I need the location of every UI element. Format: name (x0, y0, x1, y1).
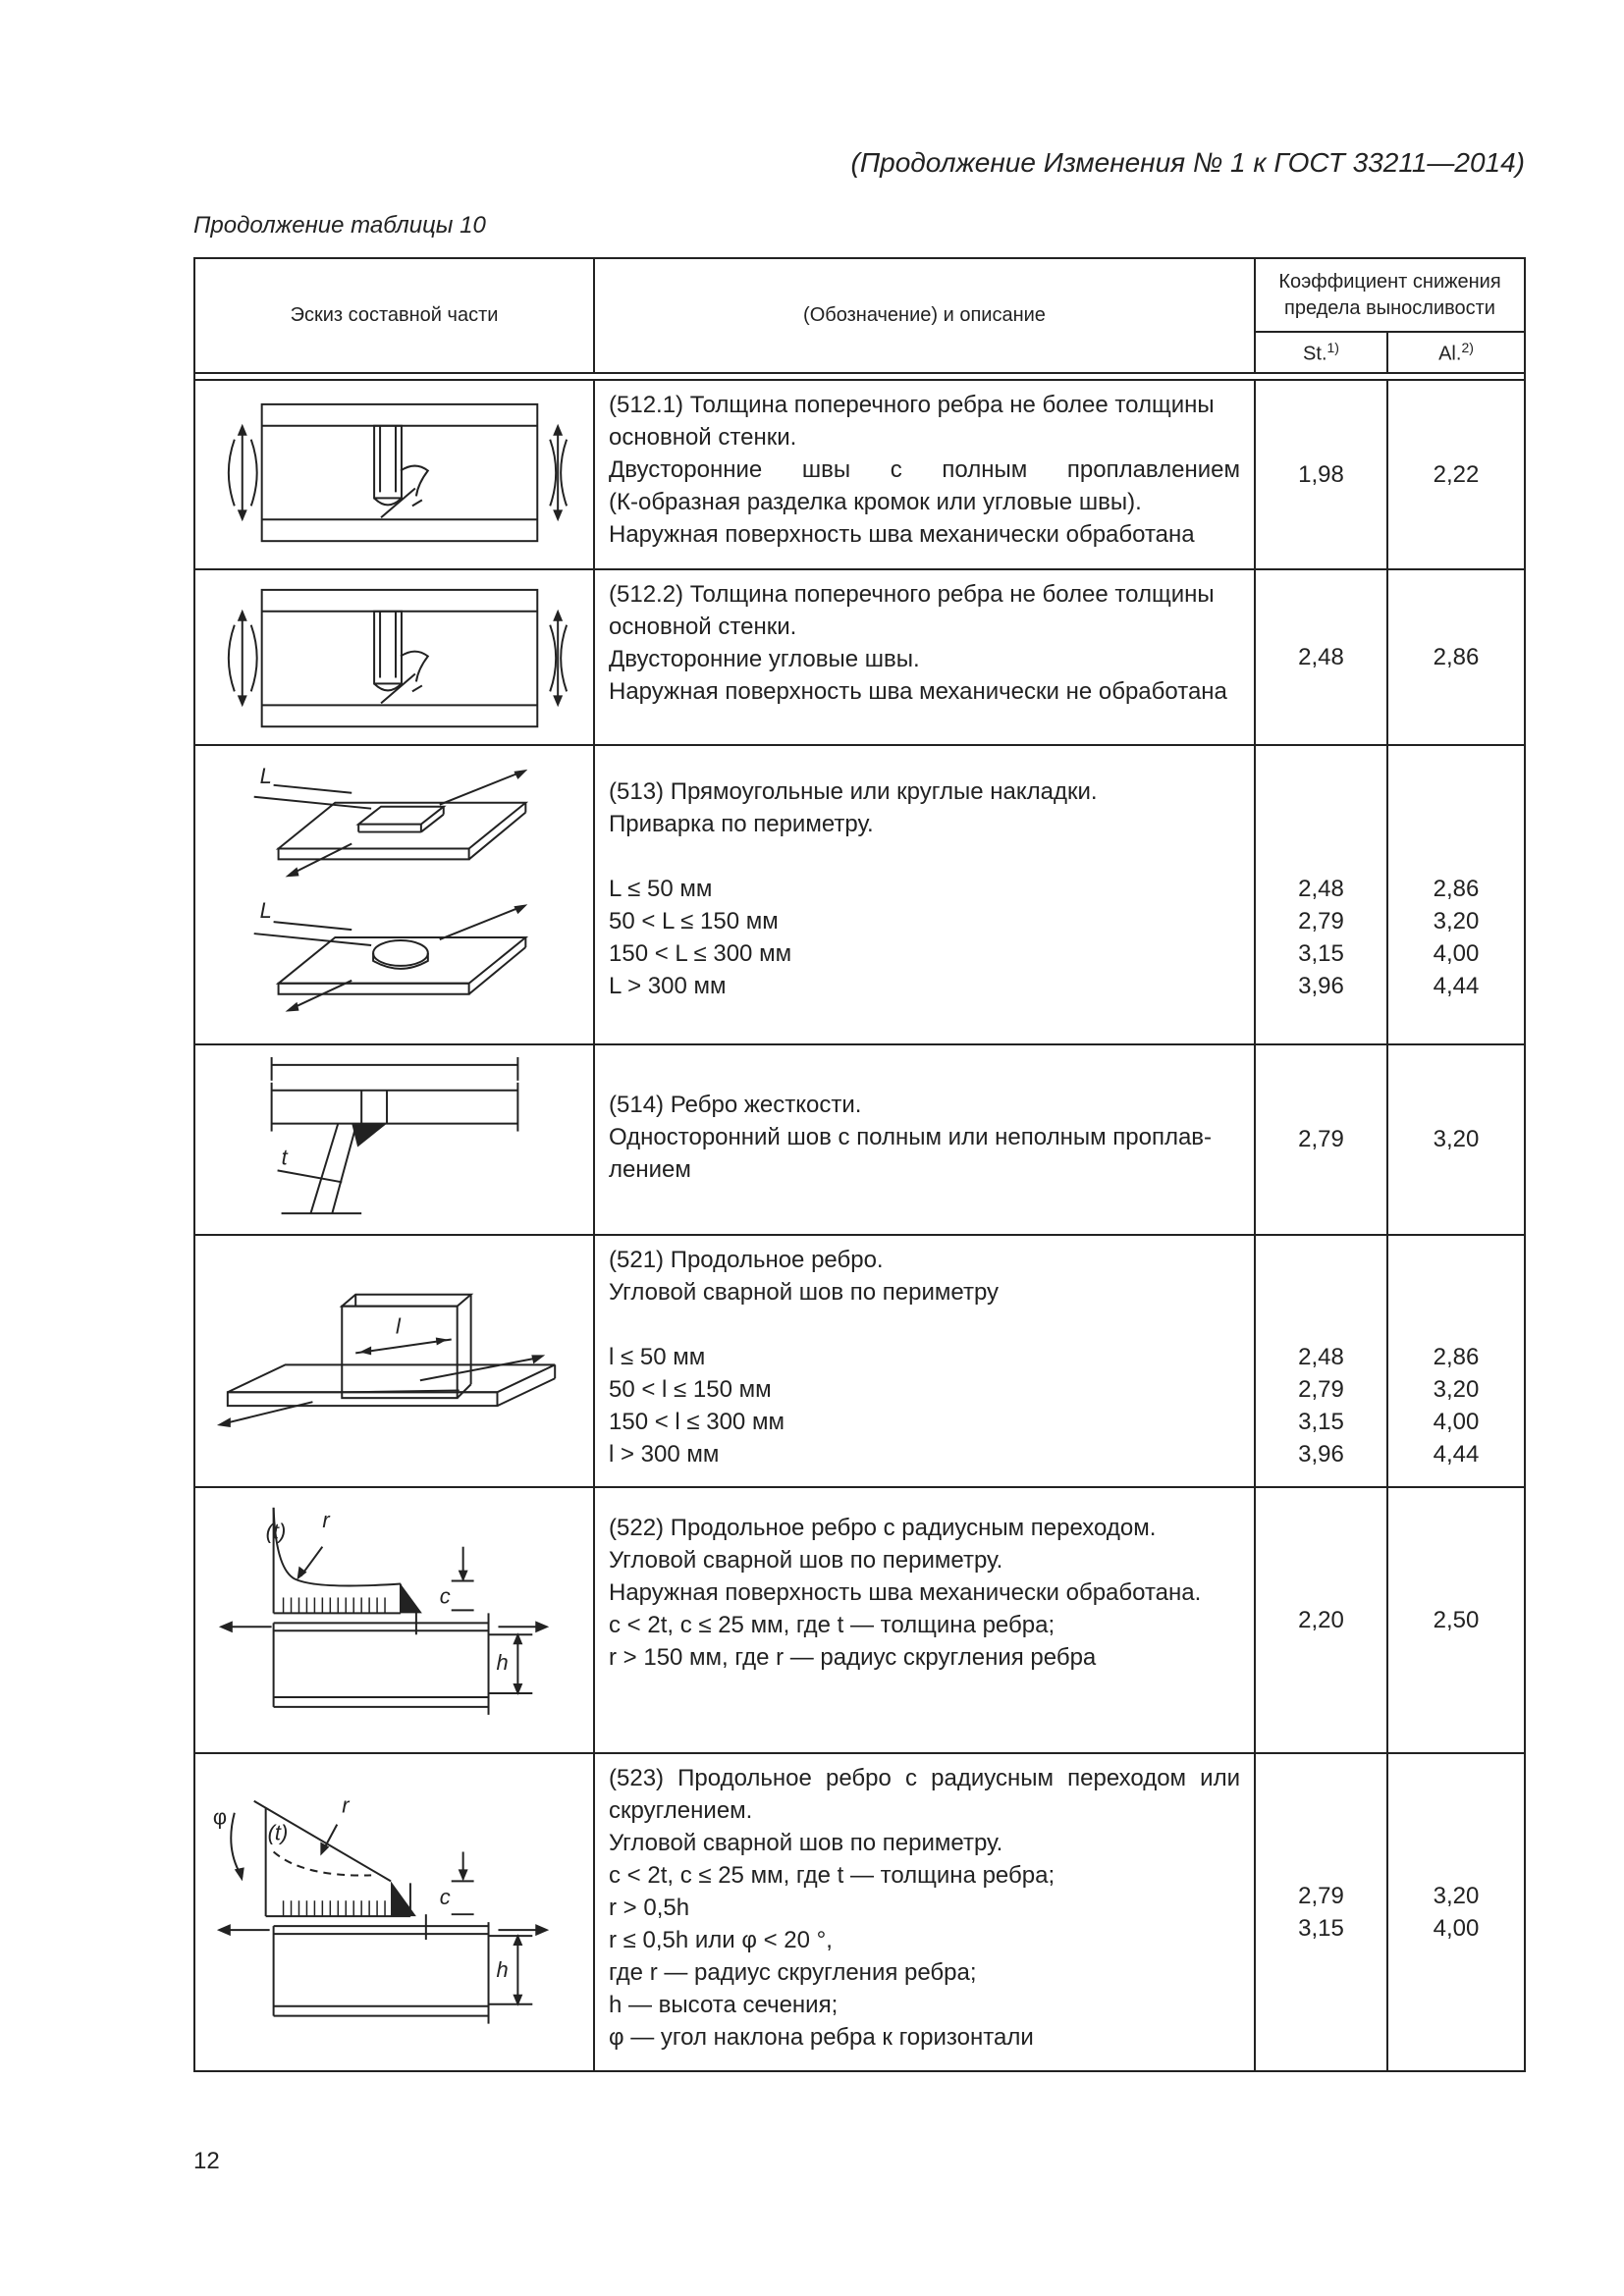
table-row (194, 569, 1525, 745)
description-line: c < 2t, c ≤ 25 мм, где t — толщина ребра; (609, 1862, 1056, 1890)
header-coefficient-text: Коэффициент снижения предела выносливости (1278, 270, 1501, 319)
al-value-512-2: 2,86 (1387, 569, 1525, 745)
description-line: r ≤ 0,5h или φ < 20 °, (609, 1927, 833, 1954)
al-values-521 (1387, 1235, 1525, 1488)
range-line: 150 < l ≤ 300 мм (609, 1408, 785, 1435)
al-value-522: 2,50 (1387, 1487, 1525, 1753)
sketch-521 (194, 1235, 594, 1488)
sketch-513 (194, 745, 594, 1044)
sketch-514 (194, 1044, 594, 1235)
label-c: c (439, 1885, 451, 1910)
table-row (194, 745, 1525, 1044)
range-line: 50 < l ≤ 150 мм (609, 1375, 772, 1403)
header-coefficient (1255, 258, 1525, 332)
description-line: Двусторонние угловые швы. (609, 646, 920, 673)
al-value: 3,20 (1433, 908, 1480, 935)
st-values-523 (1255, 1753, 1387, 2070)
description-line: c < 2t, c ≤ 25 мм, где t — толщина ребра; (609, 1612, 1056, 1639)
label-h: h (496, 1957, 509, 1982)
al-value: 3,20 (1433, 1375, 1480, 1403)
description-line: где r — радиус скругления ребра; (609, 1959, 977, 1987)
al-values-523 (1387, 1753, 1525, 2070)
header-st-label: St. (1303, 343, 1327, 365)
al-values-513 (1387, 745, 1525, 1044)
sketch-521-drawing (195, 1236, 593, 1487)
st-value-522: 2,20 (1255, 1487, 1387, 1753)
al-value-514: 3,20 (1387, 1044, 1525, 1235)
st-value: 3,15 (1298, 1408, 1344, 1435)
description-line: (514) Ребро жесткости. (609, 1091, 862, 1118)
description-line: h — высота сечения; (609, 1992, 839, 2019)
description-line: (522) Продольное ребро с радиусным переходом. (609, 1515, 1157, 1542)
table-row (194, 1487, 1525, 1753)
header-al-label: Al. (1438, 343, 1462, 365)
header-st (1255, 332, 1387, 373)
st-value: 2,48 (1298, 876, 1344, 903)
description-line: основной стенки. (609, 424, 797, 451)
st-value-514: 2,79 (1255, 1044, 1387, 1235)
al-value: 2,86 (1433, 876, 1480, 903)
description-line: Угловой сварной шов по периметру (609, 1278, 1000, 1306)
description-line: лением (609, 1155, 691, 1183)
al-value: 4,44 (1433, 1440, 1480, 1468)
range-line: l > 300 мм (609, 1440, 720, 1468)
description-line: Угловой сварной шов по периметру. (609, 1547, 1003, 1575)
sketch-512-1 (194, 380, 594, 569)
description-line: Наружная поверхность шва механически обработана (609, 521, 1195, 548)
label-l: l (395, 1313, 401, 1339)
label-r: r (322, 1508, 330, 1533)
range-line: 50 < L ≤ 150 мм (609, 908, 779, 935)
label-L-top: L (259, 763, 272, 788)
description-line: основной стенки. (609, 614, 797, 641)
al-value-512-1: 2,22 (1387, 380, 1525, 569)
description-line: φ — угол наклона ребра к горизонтали (609, 2024, 1034, 2052)
st-value: 2,48 (1298, 1343, 1344, 1370)
sketch-523-drawing (195, 1754, 593, 2069)
label-r: r (342, 1792, 350, 1818)
label-h: h (496, 1650, 509, 1676)
description-line: (521) Продольное ребро. (609, 1246, 884, 1273)
st-value: 2,79 (1298, 1882, 1344, 1909)
header-al-footnote: 2) (1461, 339, 1474, 355)
al-value: 4,00 (1433, 1914, 1480, 1942)
st-value: 2,79 (1298, 1375, 1344, 1403)
description-line: Угловой сварной шов по периметру. (609, 1830, 1003, 1857)
description-line: r > 150 мм, где r — радиус скругления ребра (609, 1644, 1097, 1672)
description-line: r > 0,5h (609, 1895, 690, 1922)
range-line: l ≤ 50 мм (609, 1343, 706, 1370)
description-line: Наружная поверхность шва механически не обработана (609, 678, 1227, 706)
description-512-1 (594, 380, 1255, 569)
header-spacer-row (194, 373, 1525, 380)
description-512-2 (594, 569, 1255, 745)
st-value: 3,15 (1298, 1914, 1344, 1942)
description-line: (512.2) Толщина поперечного ребра не более толщины (609, 581, 1215, 609)
range-line: 150 < L ≤ 300 мм (609, 940, 792, 968)
sketch-522-drawing (195, 1488, 593, 1752)
description-line: Приварка по периметру. (609, 811, 874, 838)
st-value: 3,96 (1298, 973, 1344, 1000)
table-row (194, 1235, 1525, 1488)
description-line: скруглением. (609, 1797, 753, 1825)
sketch-512-2 (194, 569, 594, 745)
description-line: (512.1) Толщина поперечного ребра не более толщины (609, 392, 1215, 418)
label-t-paren: (t) (267, 1820, 289, 1845)
st-value: 3,96 (1298, 1440, 1344, 1468)
sketch-514-drawing (195, 1045, 593, 1234)
description-line: (К-образная разделка кромок или угловые швы). (609, 489, 1142, 515)
st-value: 2,79 (1298, 908, 1344, 935)
table-row (194, 1753, 1525, 2070)
description-521 (594, 1235, 1255, 1488)
al-value: 4,00 (1433, 940, 1480, 968)
header-description: (Обозначение) и описание (594, 258, 1255, 373)
range-line: L > 300 мм (609, 973, 727, 1000)
table-row (194, 380, 1525, 569)
fatigue-coefficient-table (193, 257, 1526, 2072)
description-513 (594, 745, 1255, 1044)
table-row (194, 1044, 1525, 1235)
sketch-513-drawing (195, 746, 593, 1043)
sketch-512-1-drawing (195, 381, 593, 568)
description-523 (594, 1753, 1255, 2070)
label-t-paren: (t) (265, 1520, 287, 1545)
description-522 (594, 1487, 1255, 1753)
description-line: Двусторонние швы с полным проплавлением (609, 456, 1240, 483)
document-header-note: (Продолжение Изменения № 1 к ГОСТ 33211—2014) (850, 147, 1525, 178)
al-value: 4,00 (1433, 1408, 1480, 1435)
al-value: 4,44 (1433, 973, 1480, 1000)
sketch-523 (194, 1753, 594, 2070)
range-line: L ≤ 50 мм (609, 876, 713, 903)
al-value: 2,86 (1433, 1343, 1480, 1370)
description-line: (513) Прямоугольные или круглые накладки. (609, 778, 1098, 806)
sketch-522 (194, 1487, 594, 1753)
al-value: 3,20 (1433, 1882, 1480, 1909)
st-values-521 (1255, 1235, 1387, 1488)
label-L-bottom: L (259, 898, 272, 924)
page-number: 12 (193, 2148, 220, 2174)
description-line: Односторонний шов с полным или неполным проплав- (609, 1123, 1213, 1150)
description-514 (594, 1044, 1255, 1235)
label-c: c (439, 1583, 451, 1609)
label-phi: φ (212, 1804, 228, 1830)
description-line: Наружная поверхность шва механически обработана. (609, 1579, 1202, 1607)
st-value-512-2: 2,48 (1255, 569, 1387, 745)
header-sketch: Эскиз составной части (194, 258, 594, 373)
st-values-513 (1255, 745, 1387, 1044)
description-line: (523) Продольное ребро с радиусным переходом или (609, 1765, 1240, 1792)
sketch-512-2-drawing (195, 570, 593, 744)
label-t: t (281, 1145, 288, 1170)
header-st-footnote: 1) (1326, 339, 1339, 355)
st-value: 3,15 (1298, 940, 1344, 968)
st-value-512-1: 1,98 (1255, 380, 1387, 569)
table-caption: Продолжение таблицы 10 (193, 212, 486, 239)
header-al (1387, 332, 1525, 373)
